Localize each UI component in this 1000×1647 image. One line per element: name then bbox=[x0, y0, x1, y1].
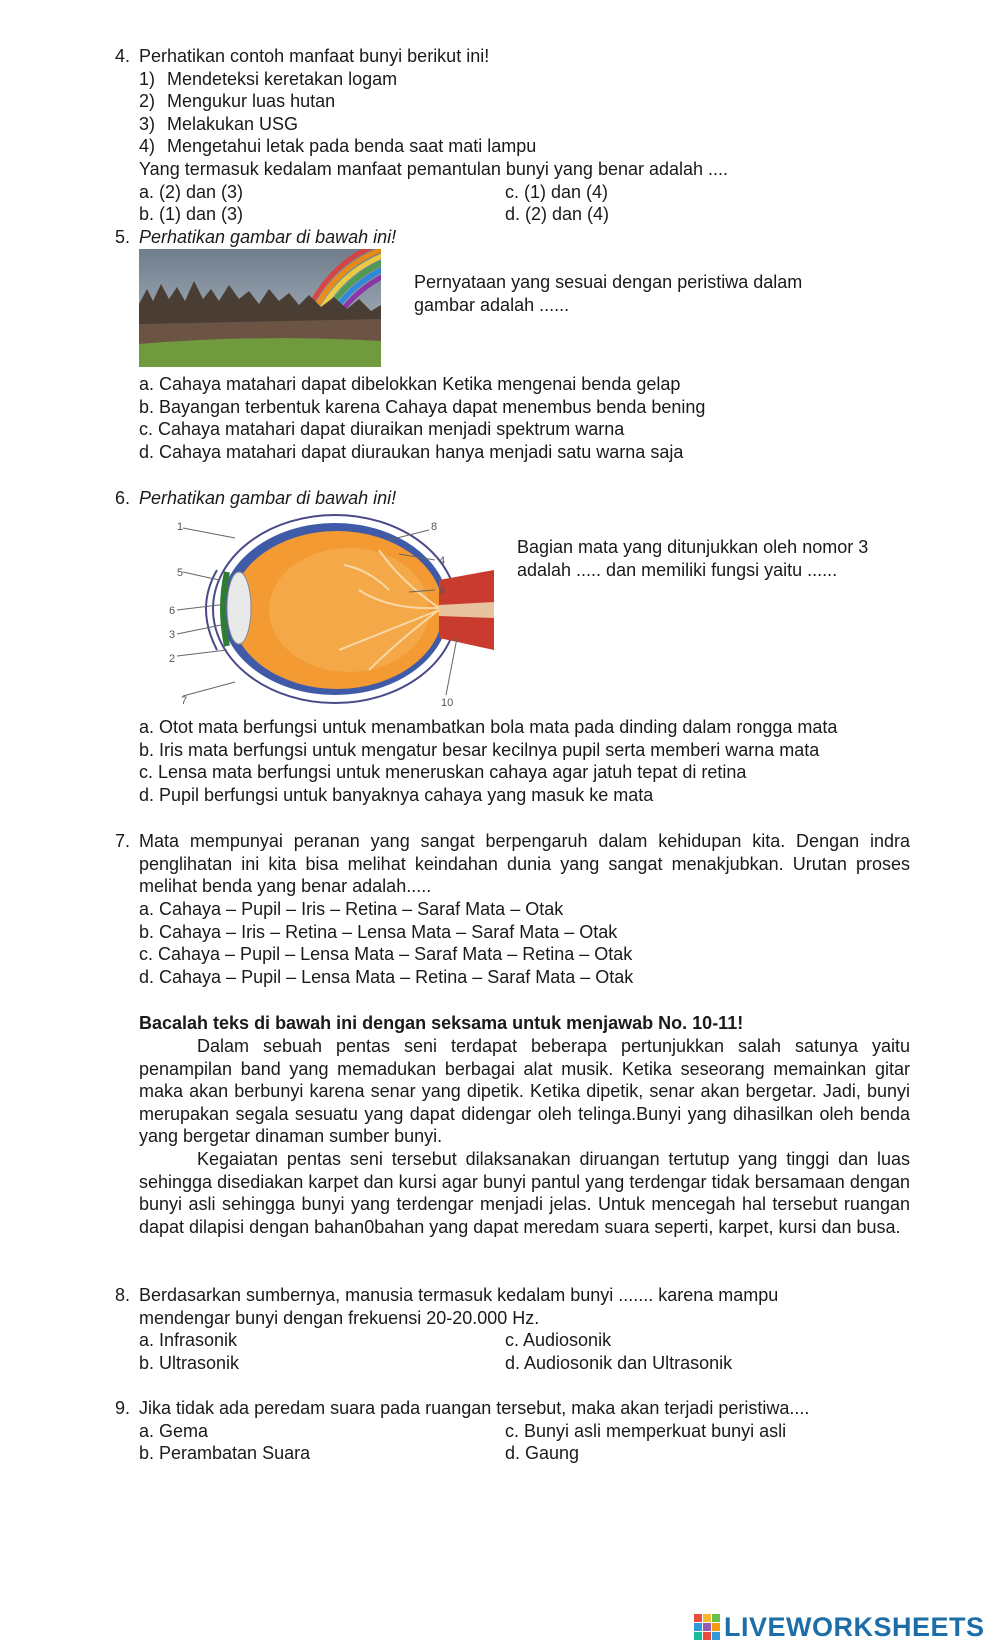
question-text: mendengar bunyi dengan frekuensi 20-20.000 Hz. bbox=[139, 1307, 540, 1328]
reading-paragraph-2: Kegaiatan pentas seni tersebut dilaksanakan diruangan tertutup yang tinggi dan luas sehingga disediakan karpet dan kursi agar bunyi pantul yang terdengar tidak bersamaan dengan bunyi asli sehingga bunyi yang terdengar menjadi jelas. Untuk mencegah hal tersebut ruangan dapat dilapisi dengan bahan0bahan yang dapat meredam suara seperti, karpet, kursi dan busa. bbox=[139, 1149, 910, 1237]
question-text: Mata mempunyai peranan yang sangat berpengaruh dalam kehidupan kita. Dengan indra penglihatan ini kita bisa melihat keindahan dunia yang sangat menakjubkan. Urutan proses melihat benda yang benar adalah..... bbox=[139, 831, 910, 897]
list-item: 4) Mengetahui letak pada benda saat mati lampu bbox=[139, 136, 537, 157]
question-prompt: Perhatikan gambar di bawah ini! bbox=[139, 488, 397, 508]
list-item: 3) Melakukan USG bbox=[139, 113, 299, 134]
eye-label-8: 8 bbox=[431, 521, 438, 533]
question-text: Jika tidak ada peredam suara pada ruangan tersebut, maka akan terjadi peristiwa.... bbox=[139, 1398, 810, 1418]
question-5 bbox=[115, 226, 915, 249]
question-6 bbox=[115, 487, 915, 510]
option-d[interactable]: d. Pupil berfungsi untuk banyaknya cahaya yang masuk ke mata bbox=[139, 784, 654, 805]
question-prompt: Perhatikan contoh manfaat bunyi berikut ini! bbox=[139, 46, 490, 66]
option-c[interactable]: c. Cahaya – Pupil – Lensa Mata – Saraf Mata – Retina – Otak bbox=[139, 944, 633, 965]
option-c[interactable]: c. Bunyi asli memperkuat bunyi asli bbox=[505, 1420, 787, 1441]
question-number: 7. bbox=[115, 831, 131, 851]
option-a[interactable]: a. Cahaya matahari dapat dibelokkan Ketika mengenai benda gelap bbox=[139, 374, 681, 394]
option-c[interactable]: c. Audiosonik bbox=[505, 1330, 612, 1351]
option-a[interactable]: a. (2) dan (3) bbox=[139, 181, 244, 202]
reading-paragraph-1: Dalam sebuah pentas seni terdapat beberapa pertunjukkan salah satunya yaitu penampilan band yang memadukan berbagai alat musik. Ketika seseorang memainkan gitar maka akan berbunyi karena senar yang dipetik. Ketika dipetik, senar akan bergetar. Jadi, bunyi merupakan segala sesuatu yang dapat didengar oleh telinga.Bunyi yang dihasilkan oleh benda yang bergetar dinaman sumber bunyi. bbox=[139, 1036, 910, 1147]
question-5-options bbox=[115, 373, 915, 463]
question-9 bbox=[115, 1397, 915, 1465]
question-number: 9. bbox=[115, 1398, 131, 1418]
question-number: 6. bbox=[115, 488, 131, 508]
eye-label-3: 3 bbox=[169, 629, 176, 641]
option-b[interactable]: b. Bayangan terbentuk karena Cahaya dapat menembus benda bening bbox=[139, 396, 706, 417]
question-6-options bbox=[115, 716, 915, 806]
eye-label-6: 6 bbox=[169, 605, 176, 617]
eye-label-2: 2 bbox=[169, 653, 176, 665]
option-d[interactable]: d. Gaung bbox=[505, 1443, 580, 1464]
logo-grid-icon bbox=[694, 1614, 720, 1640]
liveworksheets-logo[interactable] bbox=[694, 1612, 985, 1642]
eye-label-7: 7 bbox=[181, 695, 188, 707]
option-d[interactable]: d. Cahaya – Pupil – Lensa Mata – Retina – Saraf Mata – Otak bbox=[139, 966, 634, 987]
question-text: Berdasarkan sumbernya, manusia termasuk kedalam bunyi ....... karena mampu bbox=[139, 1285, 779, 1305]
eye-label-4: 4 bbox=[439, 555, 446, 567]
option-c[interactable]: c. Cahaya matahari dapat diuraikan menjadi spektrum warna bbox=[139, 419, 625, 440]
question-prompt: Perhatikan gambar di bawah ini! bbox=[139, 227, 397, 247]
question-number: 4. bbox=[115, 46, 131, 66]
option-b[interactable]: b. Perambatan Suara bbox=[139, 1443, 311, 1464]
question-7-options bbox=[115, 898, 915, 988]
list-item: 1) Mendeteksi keretakan logam bbox=[139, 68, 398, 89]
option-b[interactable]: b. Cahaya – Iris – Retina – Lensa Mata – Saraf Mata – Otak bbox=[139, 921, 618, 942]
option-d[interactable]: d. (2) dan (4) bbox=[505, 204, 610, 225]
option-a[interactable]: a. Cahaya – Pupil – Iris – Retina – Saraf Mata – Otak bbox=[139, 899, 564, 919]
eye-label-10: 10 bbox=[441, 697, 454, 709]
option-a[interactable]: a. Otot mata berfungsi untuk menambatkan bola mata pada dinding dalam rongga mata bbox=[139, 717, 838, 737]
question-4 bbox=[115, 45, 915, 226]
question-side-text: Bagian mata yang ditunjukkan oleh nomor 3 adalah ..... dan memiliki fungsi yaitu ...... bbox=[517, 537, 869, 580]
list-item: 2) Mengukur luas hutan bbox=[139, 91, 336, 112]
option-a[interactable]: a. Infrasonik bbox=[139, 1330, 238, 1351]
option-d[interactable]: d. Audiosonik dan Ultrasonik bbox=[505, 1352, 733, 1373]
eye-label-1: 1 bbox=[177, 521, 184, 533]
option-d[interactable]: d. Cahaya matahari dapat diuraukan hanya menjadi satu warna saja bbox=[139, 441, 684, 462]
eye-anatomy-diagram bbox=[139, 510, 494, 715]
option-b[interactable]: b. Ultrasonik bbox=[139, 1352, 240, 1373]
question-text: Yang termasuk kedalam manfaat pemantulan bunyi yang benar adalah .... bbox=[139, 158, 729, 179]
question-8 bbox=[115, 1284, 915, 1374]
eye-label-5: 5 bbox=[177, 567, 184, 579]
eye-label-9: 9 bbox=[439, 585, 446, 597]
option-b[interactable]: b. Iris mata berfungsi untuk mengatur besar kecilnya pupil serta memberi warna mata bbox=[139, 739, 820, 760]
question-number: 5. bbox=[115, 227, 131, 247]
question-side-text: Pernyataan yang sesuai dengan peristiwa dalam gambar adalah ...... bbox=[414, 272, 803, 315]
rainbow-landscape-image bbox=[139, 249, 381, 367]
logo-text: LIVEWORKSHEETS bbox=[724, 1611, 985, 1642]
question-number: 8. bbox=[115, 1285, 131, 1305]
option-c[interactable]: c. (1) dan (4) bbox=[505, 181, 609, 202]
reading-heading: Bacalah teks di bawah ini dengan seksama untuk menjawab No. 10-11! bbox=[139, 1013, 744, 1033]
option-a[interactable]: a. Gema bbox=[139, 1420, 209, 1441]
option-c[interactable]: c. Lensa mata berfungsi untuk meneruskan cahaya agar jatuh tepat di retina bbox=[139, 762, 747, 783]
option-b[interactable]: b. (1) dan (3) bbox=[139, 204, 244, 225]
